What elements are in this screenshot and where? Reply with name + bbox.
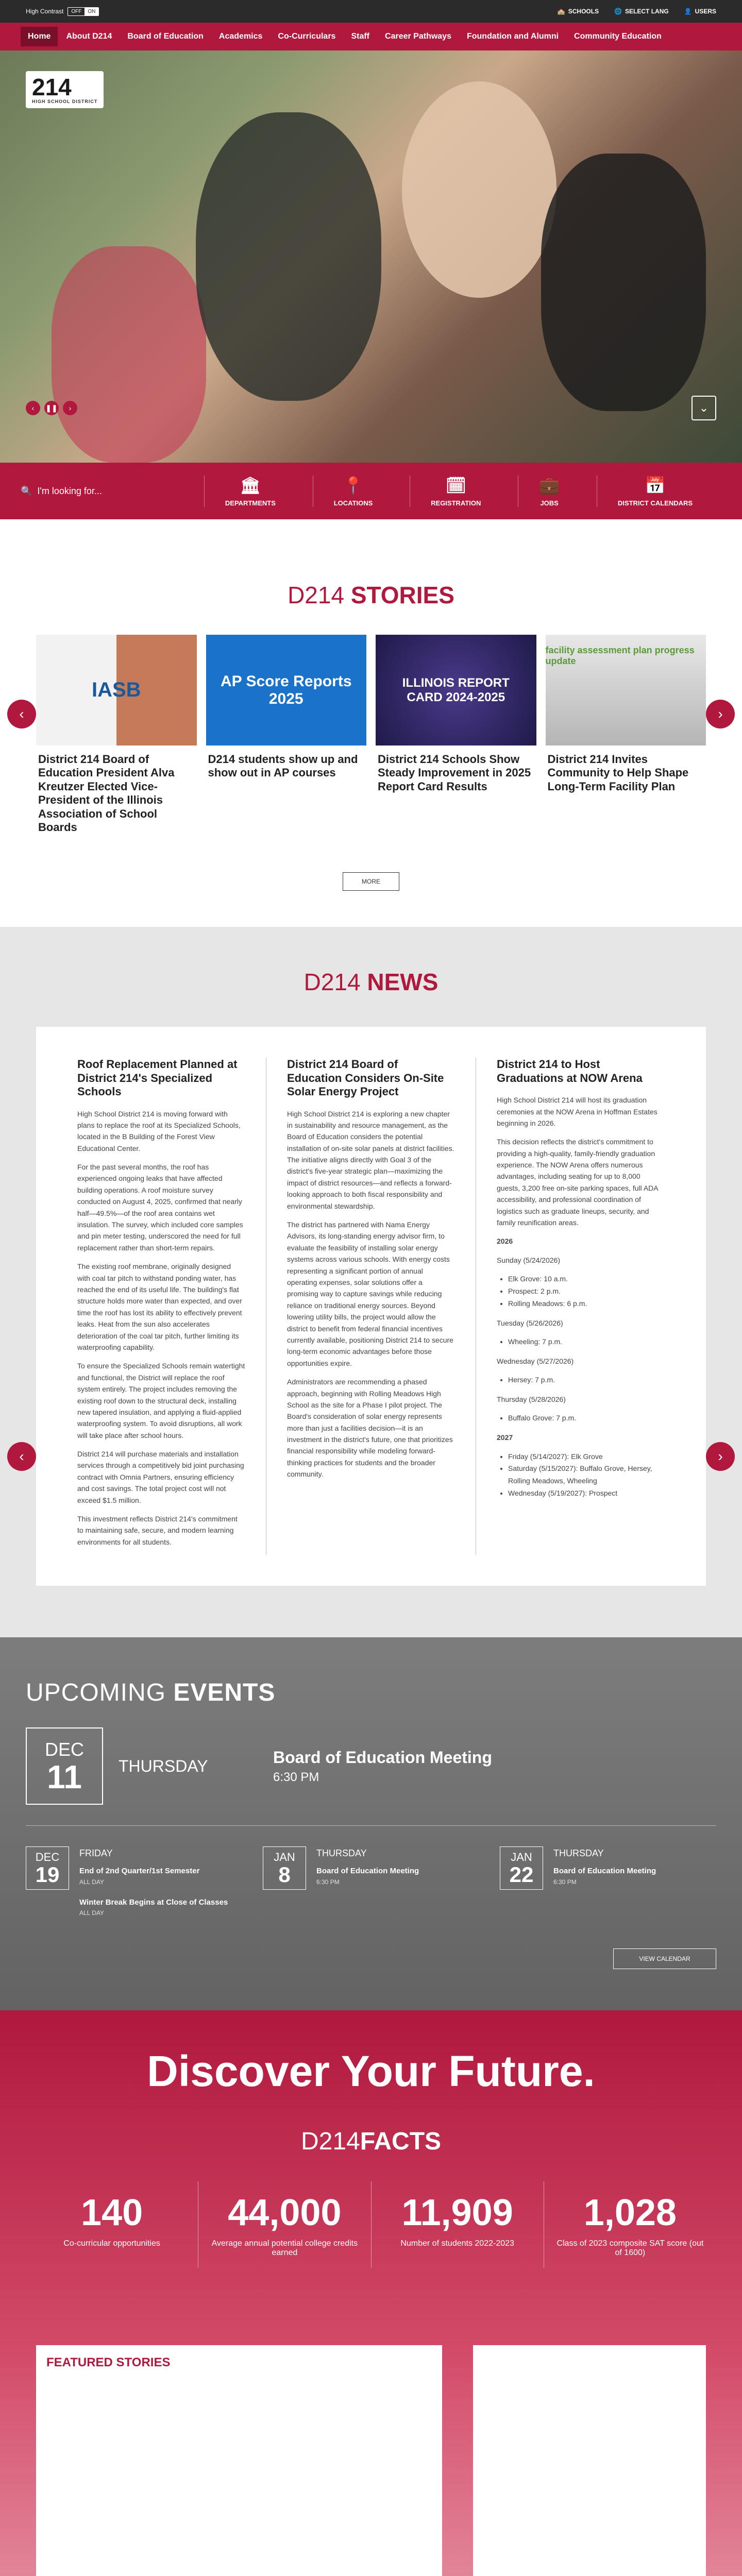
- story-card[interactable]: [546, 635, 706, 841]
- briefcase-icon: 💼: [539, 476, 560, 495]
- nav-board[interactable]: Board of Education: [127, 32, 204, 41]
- calendar-icon: 📅: [645, 476, 666, 495]
- news-paragraph: This decision reflects the district's commitment to providing a high-quality, family-friendly graduation experience. The NOW Arena offers numerous advantages, including seating for up to 8,000 guests, 3,200 free on-site parking spaces, full ADA accessibility, and professional coordination of logistics such as graduate lineups, security, and family reunification areas.: [497, 1138, 658, 1227]
- quick-link-locations[interactable]: 📍 LOCATIONS: [313, 476, 394, 507]
- logo-subtitle: HIGH SCHOOL DISTRICT: [32, 99, 98, 104]
- event-title[interactable]: Board of Education Meeting: [316, 1867, 419, 1876]
- schedule-heading: 2027: [497, 1433, 513, 1442]
- event-time: ALL DAY: [79, 1909, 105, 1917]
- nav-academics[interactable]: Academics: [218, 32, 263, 41]
- story-image: facility assessment plan progress update: [546, 635, 706, 745]
- schedule-item: • Friday (5/14/2027): Elk Grove: [508, 1451, 665, 1463]
- search-placeholder: I'm looking for...: [37, 485, 102, 496]
- search-input[interactable]: [21, 486, 196, 497]
- event-title[interactable]: Winter Break Begins at Close of Classes: [79, 1897, 228, 1907]
- news-next-icon[interactable]: ›: [706, 1442, 735, 1471]
- story-title[interactable]: District 214 Board of Education President Alva Kreutzer Elected Vice-President of the Illinois Association of School Boards: [38, 753, 175, 834]
- event-weekday: FRIDAY: [79, 1848, 113, 1859]
- news-section: [0, 927, 742, 1637]
- schedule-item: • Wheeling: 7 p.m.: [508, 1336, 665, 1348]
- users-menu[interactable]: 👤 USERS: [684, 8, 716, 15]
- story-card[interactable]: [36, 635, 197, 841]
- event-time: 6:30 PM: [553, 1878, 577, 1886]
- facts-section: [0, 2010, 742, 2576]
- quick-link-jobs[interactable]: 💼 JOBS: [518, 476, 580, 507]
- news-title: D214 NEWS: [303, 969, 439, 996]
- news-paragraph: To ensure the Specialized Schools remain watertight and functional, the District will replace the roof system entirely. The project includes removing the existing roof down to the structural deck, installing new tapered insulation, and applying a fluid-applied waterproofing system. To avoid disruptions, all work will take place after school hours.: [77, 1362, 245, 1439]
- nav-community-education[interactable]: Community Education: [574, 32, 662, 41]
- story-image: AP Score Reports 2025: [206, 635, 367, 745]
- news-paragraph: The district has partnered with Nama Energy Advisors, its long-standing energy advisor firm, to evaluate the feasibility of installing solar energy systems across various schools. With energy costs representing a significant portion of annual operating expenses, solar solutions offer a promising way to capture savings while reducing reliance on traditional energy sources. Beyond lowering utility bills, the project would allow the district to benefit from federal financial incentives currently available, positioning District 214 to secure long-term economic advantages before those opportunities expire.: [287, 1221, 453, 1367]
- news-paragraph: Administrators are recommending a phased approach, beginning with Rolling Meadows High School as the site for a Phase I pilot project. The Board's consideration of solar energy represents more than just a facilities decision—it is an investment in the district's future, one that prioritizes financial responsibility while modeling forward-thinking practices for students and the broader community.: [287, 1378, 453, 1479]
- story-title[interactable]: District 214 Schools Show Steady Improvement in 2025 Report Card Results: [378, 753, 531, 793]
- nav-co-curriculars[interactable]: Co-Curriculars: [278, 32, 336, 41]
- schedule-item: • Wednesday (5/19/2027): Prospect: [508, 1487, 665, 1500]
- event-date: JAN 8: [263, 1846, 306, 1890]
- featured-media-panel: [473, 2345, 706, 2576]
- toggle-off[interactable]: OFF: [71, 8, 82, 14]
- pause-icon[interactable]: ❚❚: [44, 401, 59, 415]
- high-contrast-toggle[interactable]: [68, 7, 99, 16]
- news-paragraph: High School District 214 is moving forward with plans to replace the roof at its Specialized Schools, located in the B Building of the Forest View Educational Center.: [77, 1109, 241, 1153]
- news-paragraph: High School District 214 will host its graduation ceremonies at the NOW Arena in Hoffman Estates beginning in 2026.: [497, 1096, 657, 1127]
- story-title[interactable]: D214 students show up and show out in AP courses: [208, 753, 358, 779]
- stories-title: D214 STORIES: [288, 582, 454, 608]
- school-icon: 🏫: [557, 8, 565, 15]
- prev-slide-icon[interactable]: ‹: [26, 401, 40, 415]
- schedule-item: • Prospect: 2 p.m.: [508, 1285, 665, 1298]
- language-select[interactable]: 🌐 SELECT LANG: [614, 8, 669, 15]
- schedule-item: • Hersey: 7 p.m.: [508, 1374, 665, 1386]
- fact-item: 11,909 Number of students 2022-2023: [371, 2181, 544, 2268]
- quick-links-bar: [0, 463, 742, 519]
- view-calendar-button[interactable]: VIEW CALENDAR: [613, 1948, 716, 1969]
- news-article-title[interactable]: District 214 to Host Graduations at NOW Arena: [497, 1058, 643, 1084]
- news-article: [476, 1058, 685, 1555]
- more-stories-button[interactable]: MORE: [343, 872, 399, 891]
- news-paragraph: District 214 will purchase materials and installation services through a competitively bid joint purchasing contract with Omnia Partners, ensuring efficiency and cost savings. The total project cost will not exceed $1.5 million.: [77, 1450, 244, 1504]
- nav-career-pathways[interactable]: Career Pathways: [385, 32, 451, 41]
- news-paragraph: High School District 214 is exploring a new chapter in sustainability and resource management, as the Board of Education considers the potential installation of on-site solar panels at district facilities. The initiative aligns directly with Goal 3 of the district's five-year strategic plan—maximizing the impact of district resources—and reflects a forward-looking approach to both fiscal responsibility and environmental stewardship.: [287, 1109, 454, 1210]
- story-title[interactable]: District 214 Invites Community to Help Shape Long-Term Facility Plan: [547, 753, 689, 793]
- fact-item: 140 Co-curricular opportunities: [63, 2192, 160, 2248]
- stories-prev-icon[interactable]: ‹: [7, 700, 36, 728]
- search-icon: 🔍: [21, 485, 32, 496]
- event-title[interactable]: Board of Education Meeting: [553, 1867, 656, 1876]
- event-item[interactable]: [263, 1846, 479, 1928]
- schedule-heading: Sunday (5/24/2026): [497, 1256, 560, 1264]
- hero-photo-shape: [196, 112, 381, 401]
- map-pin-icon: 📍: [343, 476, 364, 495]
- news-prev-icon[interactable]: ‹: [7, 1442, 36, 1471]
- featured-event[interactable]: [26, 1727, 716, 1826]
- event-title[interactable]: End of 2nd Quarter/1st Semester: [79, 1867, 200, 1876]
- high-contrast-label: High Contrast: [26, 8, 64, 15]
- stories-section: [0, 519, 742, 927]
- featured-stories-panel: FEATURED STORIES: [36, 2345, 442, 2576]
- hero-banner: [0, 50, 742, 463]
- hero-photo-shape: [402, 81, 556, 298]
- toggle-on[interactable]: ON: [85, 8, 98, 15]
- event-title[interactable]: Board of Education Meeting: [273, 1748, 492, 1767]
- fact-item: 1,028 Class of 2023 composite SAT score (out of 1600): [544, 2181, 716, 2268]
- graduation-schedule: [497, 1235, 665, 1499]
- high-contrast-control[interactable]: [26, 7, 99, 16]
- user-icon: 👤: [684, 8, 692, 15]
- event-item[interactable]: [26, 1846, 242, 1928]
- news-article-title[interactable]: District 214 Board of Education Considers On-Site Solar Energy Project: [287, 1058, 444, 1098]
- story-image: ILLINOIS REPORT CARD 2024-2025: [376, 635, 536, 745]
- quick-link-registration[interactable]: 🗓 REGISTRATION: [410, 476, 501, 507]
- news-article: [266, 1058, 476, 1555]
- nav-foundation[interactable]: Foundation and Alumni: [466, 32, 559, 41]
- news-paragraph: For the past several months, the roof has experienced ongoing leaks that have affected building operations. A roof moisture survey conducted on August 4, 2025, confirmed that nearly half—49.5%—of the roof area contains wet insulation. The survey, which included core samples and pin meter testing, underscored the need for full replacement rather than short-term repairs.: [77, 1163, 243, 1252]
- quick-link-calendars[interactable]: 📅 DISTRICT CALENDARS: [597, 476, 713, 507]
- schedule-heading: Wednesday (5/27/2026): [497, 1357, 574, 1365]
- news-article: [57, 1058, 266, 1555]
- quick-link-departments[interactable]: 🏛 DEPARTMENTS: [204, 476, 296, 507]
- schedule-heading: Tuesday (5/26/2026): [497, 1318, 563, 1327]
- story-image: IASB: [36, 635, 197, 745]
- schedule-heading: 2026: [497, 1237, 513, 1246]
- schools-menu[interactable]: 🏫 SCHOOLS: [557, 8, 599, 15]
- event-date: DEC 11: [26, 1727, 103, 1805]
- discover-headline: Discover Your Future.: [147, 2047, 595, 2096]
- scroll-down-icon[interactable]: ⌄: [692, 396, 716, 420]
- main-nav: [0, 23, 742, 50]
- schedule-item: • Buffalo Grove: 7 p.m.: [508, 1412, 665, 1425]
- nav-staff[interactable]: Staff: [351, 32, 370, 41]
- building-icon: 🏛: [240, 476, 261, 495]
- event-item[interactable]: [500, 1846, 716, 1928]
- globe-icon: 🌐: [614, 8, 622, 15]
- stories-next-icon[interactable]: ›: [706, 700, 735, 728]
- event-time: 6:30 PM: [273, 1770, 319, 1784]
- fact-item: 44,000 Average annual potential college credits earned: [198, 2181, 370, 2268]
- utility-bar: [0, 0, 742, 23]
- logo-number: 214: [32, 74, 72, 100]
- district-logo[interactable]: [26, 71, 104, 108]
- nav-about[interactable]: About D214: [66, 32, 112, 41]
- event-date: JAN 22: [500, 1846, 543, 1890]
- registration-icon: 🗓: [445, 476, 467, 495]
- events-title: UPCOMING EVENTS: [26, 1679, 276, 1707]
- event-date: DEC 19: [26, 1846, 69, 1890]
- nav-home[interactable]: Home: [21, 27, 58, 46]
- events-section: [0, 1637, 742, 2010]
- hero-photo-shape: [541, 154, 706, 411]
- event-time: ALL DAY: [79, 1878, 105, 1886]
- news-paragraph: The existing roof membrane, originally designed with coal tar pitch to withstand ponding water, has reached the end of its useful life. The building's flat structure holds more water than expected, and over time the roof has lost its ability to effectively prevent leaks. Heat from the sun also accelerates deterioration of the coal tar pitch, further limiting its waterproofing capability.: [77, 1262, 242, 1351]
- slider-controls: [26, 401, 77, 415]
- event-time: 6:30 PM: [316, 1878, 340, 1886]
- event-weekday: THURSDAY: [119, 1756, 208, 1775]
- hero-photo-shape: [52, 246, 206, 463]
- story-card[interactable]: [376, 635, 536, 841]
- facts-title: D214FACTS: [300, 2128, 442, 2156]
- schedule-item: • Elk Grove: 10 a.m.: [508, 1273, 665, 1285]
- news-article-title[interactable]: Roof Replacement Planned at District 214's Specialized Schools: [77, 1058, 238, 1098]
- event-weekday: THURSDAY: [316, 1848, 367, 1859]
- news-paragraph: This investment reflects District 214's commitment to maintaining safe, secure, and modern learning environments for all students.: [77, 1515, 238, 1546]
- schedule-heading: Thursday (5/28/2026): [497, 1395, 566, 1403]
- next-slide-icon[interactable]: ›: [63, 401, 77, 415]
- event-weekday: THURSDAY: [553, 1848, 604, 1859]
- story-card[interactable]: [206, 635, 367, 841]
- schedule-item: • Saturday (5/15/2027): Buffalo Grove, Hersey, Rolling Meadows, Wheeling: [508, 1463, 665, 1487]
- schedule-item: • Rolling Meadows: 6 p.m.: [508, 1298, 665, 1310]
